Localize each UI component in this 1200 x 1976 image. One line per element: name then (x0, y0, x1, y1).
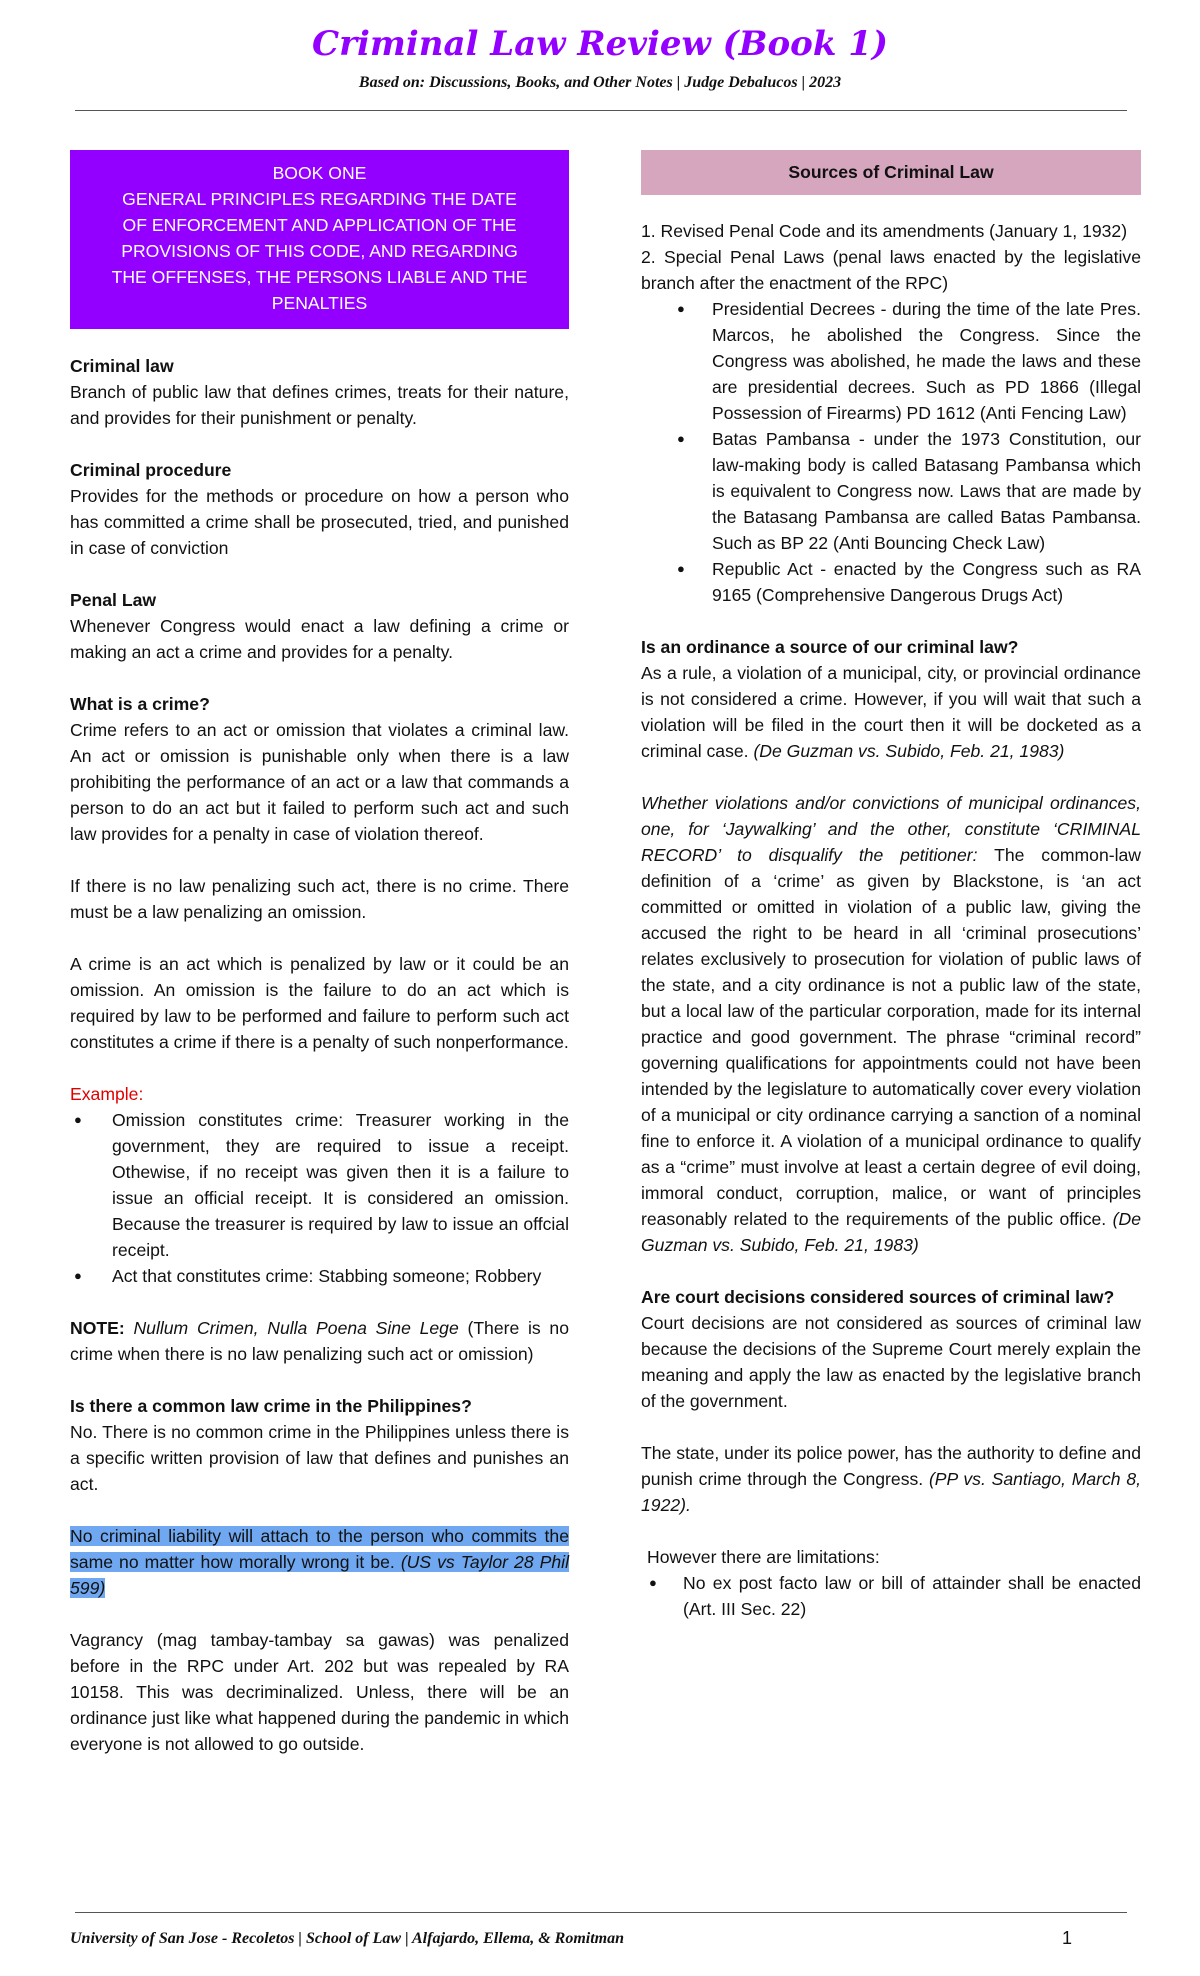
penal-law-heading: Penal Law (70, 590, 157, 610)
banner-line: THE OFFENSES, THE PERSONS LIABLE AND THE (111, 267, 528, 287)
list-item: ● Presidential Decrees - during the time of the late Pres. Marcos, he abolished the Congress. Since the Congress was abolished, he made the laws and these are presidential decrees. Such as PD 1866 (Illegal Possession of Firearms) PD 1612 (Anti Fencing Law) (641, 296, 1141, 426)
book-one-banner (70, 150, 569, 329)
highlighted-text: No criminal liability will attach to the person who commits the same no matter how morally wrong it be. (70, 1526, 569, 1572)
list-item: ● Omission constitutes crime: Treasurer working in the government, they are required to issue a receipt. Othewise, if no receipt was given then it is a failure to issue an official receipt. It is considered an omission. Because the treasurer is required by law to issue an offcial receipt. (70, 1107, 569, 1263)
no-law-paragraph: If there is no law penalizing such act, there is no crime. There must be a law penalizing an omission. (70, 876, 569, 922)
banner-line: BOOK ONE (272, 163, 367, 183)
crime-definition: Crime refers to an act or omission that violates a criminal law. An act or omission is punishable only when there is a law prohibiting the performance of an act or a law that commands a person to do an act but it failed to perform such act and such law provides for a penalty in case of violation thereof. (70, 720, 569, 844)
banner-line: OF ENFORCEMENT AND APPLICATION OF THE (122, 215, 517, 235)
document-title: Criminal Law Review (Book 1) (312, 24, 888, 64)
ordinance-heading: Is an ordinance a source of our criminal law? (641, 637, 1019, 657)
source-item-1: 1. Revised Penal Code and its amendments (January 1, 1932) (641, 221, 1128, 241)
source-item-2: 2. Special Penal Laws (penal laws enacted by the legislative branch after the enactment of the RPC) (641, 247, 1141, 293)
example-label: Example: (70, 1084, 144, 1104)
list-item: ● Batas Pambansa - under the 1973 Constitution, our law-making body is called Batasang Pambansa which is equivalent to Congress now. Laws that are made by the Batasang Pambansa are called Batas Pambansa. Such as BP 22 (Anti Bouncing Check Law) (641, 426, 1141, 556)
criminal-record-issue: Whether violations and/or convictions of municipal ordinances, one, for ‘Jaywalking’ and the other, constitute ‘CRIMINAL RECORD’ to disqualify the petitioner: (641, 793, 1141, 865)
list-item: ● Republic Act - enacted by the Congress such as RA 9165 (Comprehensive Dangerous Drugs Act) (641, 556, 1141, 608)
ordinance-text: As a rule, a violation of a municipal, city, or provincial ordinance is not considered a crime. However, if you will wait that such a violation will be filed in the court then it will be docketed as a criminal case. (641, 663, 1141, 761)
criminal-record-citation: (De Guzman vs. Subido, Feb. 21, 1983) (641, 1209, 1141, 1255)
criminal-procedure-definition: Provides for the methods or procedure on how a person who has committed a crime shall be prosecuted, tried, and punished in case of conviction (70, 486, 569, 558)
criminal-law-definition: Branch of public law that defines crimes, treats for their nature, and provides for their punishment or penalty. (70, 382, 569, 428)
court-decisions-heading: Are court decisions considered sources of criminal law? (641, 1287, 1115, 1307)
criminal-record-paragraph (641, 790, 1141, 1258)
note-explanation: (There is no crime when there is no law penalizing such act or omission) (70, 1318, 569, 1364)
right-column (641, 150, 1141, 1622)
list-item: ● Act that constitutes crime: Stabbing someone; Robbery (70, 1263, 569, 1289)
criminal-procedure-heading: Criminal procedure (70, 460, 232, 480)
crime-heading: What is a crime? (70, 694, 210, 714)
court-decisions-answer: Court decisions are not considered as sources of criminal law because the decisions of the Supreme Court merely explain the meaning and apply the law as enacted by the legislative branch of the government. (641, 1313, 1141, 1411)
header-divider (75, 110, 1127, 111)
vagrancy-paragraph: Vagrancy (mag tambay-tambay sa gawas) was penalized before in the RPC under Art. 202 but was repealed by RA 10158. This was decriminalized. Unless, there will be an ordinance just like what happened during the pandemic in which everyone is not allowed to go outside. (70, 1630, 569, 1754)
note-label: NOTE: (70, 1318, 125, 1338)
common-law-answer: No. There is no common crime in the Philippines unless there is a specific written provision of law that defines and punishes an act. (70, 1422, 569, 1494)
criminal-record-text: The common-law definition of a ‘crime’ as given by Blackstone, is ‘an act committed or omitted in violation of a public law, giving the accused the right to be heard in all ‘criminal prosecutions’ relates exclusively to prosecution for violation of public laws of the state, and a city ordinance is not a public law of the state, but a local law of the particular corporation, made for its internal practice and good government. The phrase “criminal record” governing qualifications for appointments could not have been intended by the legislature to automatically cover every violation of a municipal or city ordinance carrying a sanction of a nominal fine to enforce it. A violation of a municipal ordinance to qualify as a “crime” must involve at least a certain degree of evil doing, immoral conduct, corruption, malice, or want of principles reasonably related to the requirements of the public office. (641, 845, 1142, 1229)
document-subtitle: Based on: Discussions, Books, and Other Notes | Judge Debalucos | 2023 (358, 74, 842, 91)
page-number: 1 (1062, 1928, 1073, 1948)
ordinance-citation: (De Guzman vs. Subido, Feb. 21, 1983) (753, 741, 1065, 761)
list-item: ● No ex post facto law or bill of attainder shall be enacted (Art. III Sec. 22) (641, 1570, 1141, 1622)
special-laws-list (641, 296, 1141, 608)
police-power-citation: (PP vs. Santiago, March 8, 1922). (641, 1469, 1142, 1515)
note-latin-maxim: Nullum Crimen, Nulla Poena Sine Lege (133, 1318, 459, 1338)
sources-banner: Sources of Criminal Law (641, 150, 1141, 195)
banner-line: GENERAL PRINCIPLES REGARDING THE DATE (122, 189, 517, 209)
highlighted-citation: (US vs Taylor 28 Phil 599) (70, 1552, 569, 1598)
criminal-law-heading: Criminal law (70, 356, 174, 376)
footer-credits: University of San Jose - Recoletos | School of Law | Alfajardo, Ellema, & Romitman (70, 1930, 625, 1947)
common-law-heading: Is there a common law crime in the Philippines? (70, 1396, 472, 1416)
omission-paragraph: A crime is an act which is penalized by law or it could be an omission. An omission is the failure to do an act which is required by law to be performed and failure to perform such act constitutes a crime if there is a penalty of such nonperformance. (70, 954, 569, 1052)
limitations-label: However there are limitations: (647, 1547, 880, 1567)
limitations-list (641, 1570, 1141, 1622)
left-column (70, 150, 569, 1757)
highlighted-paragraph (70, 1523, 569, 1601)
banner-line: PENALTIES (271, 293, 368, 313)
penal-law-definition: Whenever Congress would enact a law defining a crime or making an act a crime and provides for a penalty. (70, 616, 569, 662)
banner-line: PROVISIONS OF THIS CODE, AND REGARDING (121, 241, 518, 261)
note-paragraph (70, 1315, 569, 1367)
police-power-text: The state, under its police power, has the authority to define and punish crime through the Congress. (641, 1443, 1141, 1489)
ordinance-paragraph (641, 660, 1141, 764)
footer-divider (75, 1912, 1127, 1913)
example-list (70, 1107, 569, 1289)
police-power-paragraph (641, 1440, 1141, 1518)
